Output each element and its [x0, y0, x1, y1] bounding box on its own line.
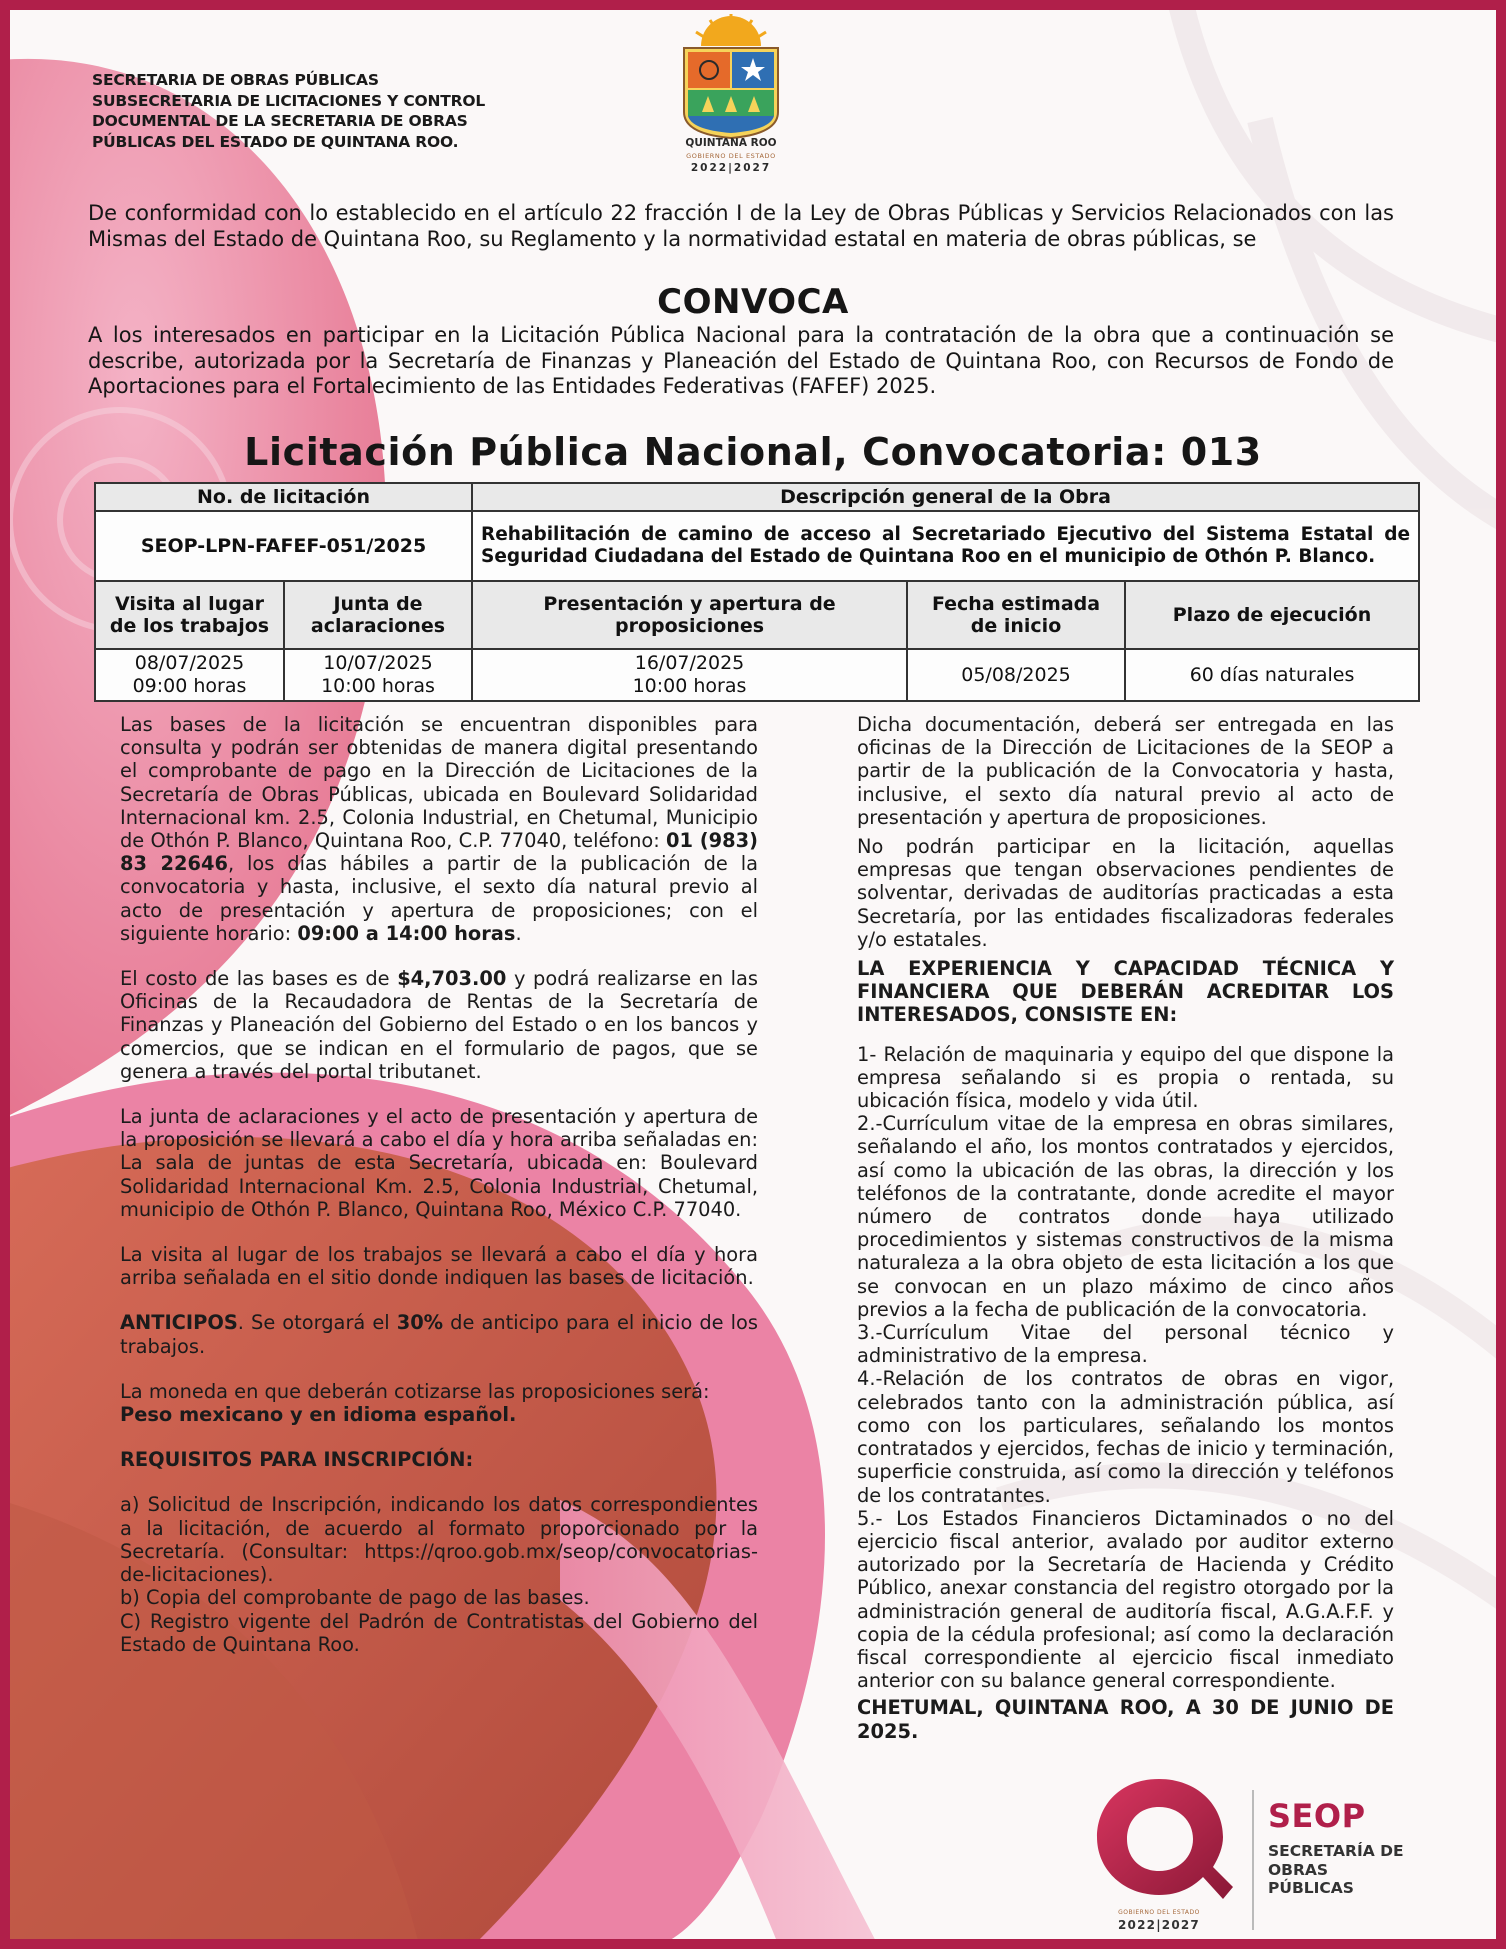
intro-paragraph: De conformidad con lo establecido en el artículo 22 fracción I de la Ley de Obras Públicas y Servicios Relacionados con las Mismas del Estado de Quintana Roo, su Reglamento y la normatividad estatal en materia de obras públicas, se: [88, 201, 1394, 251]
tender-number: SEOP-LPN-FAFEF-051/2025: [95, 511, 472, 581]
fecha-inicio: 05/08/2025: [907, 649, 1125, 701]
header-junta: Junta de aclaraciones: [284, 581, 472, 649]
gobierno-q-logo-icon: [1083, 1773, 1235, 1905]
logo-divider: [1252, 1790, 1254, 1930]
closing-date: CHETUMAL, QUINTANA ROO, A 30 DE JUNIO DE 2025.: [857, 1696, 1394, 1743]
table-row: [95, 649, 1419, 701]
list-item: 5.- Los Estados Financieros Dictaminados o no del ejercicio fiscal anterior, avalado por auditor externo autorizado por la Secretaría de Hacienda y Crédito Público, anexar constancia del registro otorgado por la administración general de auditoría fiscal, A.G.A.F.F. y copia de la cédula profesional; así como la declaración fiscal correspondiente al ejercicio fiscal inmediato anterior con su balance general correspondiente.: [857, 1506, 1394, 1693]
table-row: [95, 483, 1419, 511]
requisito-b: b) Copia del comprobante de pago de las bases.: [120, 1586, 590, 1610]
org-line: PÚBLICAS DEL ESTADO DE QUINTANA ROO.: [92, 132, 459, 151]
visita-fecha: 08/07/2025: [134, 652, 245, 674]
presentacion-hora: 10:00 horas: [632, 675, 747, 697]
phone-number: 01 (983) 83 22646: [120, 829, 759, 876]
crest-label: QUINTANA ROO: [685, 137, 777, 149]
table-row: [95, 511, 1419, 581]
plazo-ejecucion: 60 días naturales: [1125, 649, 1419, 701]
requisitos-title: REQUISITOS PARA INSCRIPCIÓN:: [120, 1448, 474, 1472]
seop-subtitle: SECRETARÍA DE OBRAS PÚBLICAS: [1268, 1842, 1404, 1897]
table-row: [95, 581, 1419, 649]
junta-fecha: 10/07/2025: [323, 652, 433, 674]
header-descripcion: Descripción general de la Obra: [472, 483, 1419, 511]
seop-logo-text: SEOP: [1268, 1797, 1366, 1835]
header-visita: Visita al lugar de los trabajos: [95, 581, 284, 649]
list-item: 3.-Currículum Vitae del personal técnico y administrativo de la empresa.: [857, 1321, 1394, 1368]
bases-paragraph: Las bases de la licitación se encuentran disponibles para consulta y podrán ser obtenidas de manera digital presentando el comprobante de pago en la Dirección de Licitaciones de la Secretaría de Obras Públicas, ubicada en Boulevard Solidaridad Internacional km. 2.5, Colonia Industrial, en Chetumal, Municipio de Othón P. Blanco, Quintana Roo, C.P. 77040, teléfono: 01 (983) 83 22646, los días hábiles a partir de la publicación de la convocatoria y hasta, inclusive, el sexto día natural previo al acto de presentación y apertura de proposiciones; con el siguiente horario: 09:00 a 14:00 horas.: [120, 713, 759, 945]
visita-cell: [95, 649, 284, 701]
documentacion-paragraph: Dicha documentación, deberá ser entregada en las oficinas de la Dirección de Licitaciones de la SEOP a partir de la publicación de la Convocatoria y hasta, inclusive, el sexto día natural previo al acto de presentación y apertura de proposiciones.: [857, 713, 1394, 829]
office-hours: 09:00 a 14:00 horas: [297, 921, 516, 945]
header-numero: No. de licitación: [95, 483, 472, 511]
visita-paragraph: La visita al lugar de los trabajos se llevará a cabo el día y hora arriba señalada en el sitio donde indiquen las bases de licitación.: [120, 1243, 758, 1290]
requisito-a: a) Solicitud de Inscripción, indicando los datos correspondientes a la licitación, de acuerdo al formato proporcionado por la Secretaría. (Consultar: https://qroo.gob.mx/seop/convocatorias-de-licitaciones).: [120, 1493, 758, 1587]
anticipos-paragraph: ANTICIPOS. Se otorgará el 30% de anticipo para el inicio de los trabajos.: [120, 1311, 758, 1358]
presentacion-fecha: 16/07/2025: [634, 652, 745, 674]
convocation-paragraph: A los interesados en participar en la Licitación Pública Nacional para la contratación de la obra que a continuación se describe, autorizada por la Secretaría de Finanzas y Planeación del Estado de Quintana Roo, con Recursos de Fondo de Aportaciones para el Fortalecimiento de las Entidades Federativas (FAFEF) 2025.: [88, 323, 1394, 398]
junta-cell: [284, 649, 472, 701]
moneda-paragraph: La moneda en que deberán cotizarse las proposiciones será: Peso mexicano y en idioma español.: [120, 1379, 710, 1427]
org-line: DOCUMENTAL DE LA SECRETARIA DE OBRAS: [92, 112, 468, 130]
list-item: 1- Relación de maquinaria y equipo del que dispone la empresa señalando si es propia o rentada, su ubicación física, modelo y vida útil.: [857, 1042, 1394, 1113]
right-column: [857, 713, 1394, 1743]
page-title: Licitación Pública Nacional, Convocatoria: 013: [244, 430, 1262, 474]
left-column: [120, 713, 758, 1656]
header-fecha-inicio: Fecha estimada de inicio: [907, 581, 1125, 649]
anticipos-label: ANTICIPOS: [120, 1311, 238, 1335]
junta-hora: 10:00 horas: [321, 675, 435, 697]
junta-paragraph: La junta de aclaraciones y el acto de presentación y apertura de la proposición se llevará a cabo el día y hora arriba señaladas en: La sala de juntas de esta Secretaría, ubicada en: Boulevard Solidaridad Internacional Km. 2.5, Colonia Industrial, Chetumal, municipio de Othón P. Blanco, Quintana Roo, México C.P. 77040.: [120, 1105, 758, 1221]
org-line: SUBSECRETARIA DE LICITACIONES Y CONTROL: [92, 91, 486, 110]
crest-years: 2022|2027: [690, 162, 772, 174]
list-item: 4.-Relación de los contratos de obras en vigor, celebrados tanto con la administración pública, así como con los particulares, señalando los montos contratados y ejercidos, fechas de inicio y terminación, superficie construida, así como la dirección y teléfonos de los contratantes.: [857, 1367, 1394, 1507]
restricciones-paragraph: No podrán participar en la licitación, aquellas empresas que tengan observaciones pendientes de solventar, derivadas de auditorías practicadas a esta Secretaría, por las entidades fiscalizadoras federales y/o estatales.: [857, 835, 1394, 951]
requisito-c: C) Registro vigente del Padrón de Contratistas del Gobierno del Estado de Quintana Roo.: [120, 1609, 758, 1656]
moneda-value: Peso mexicano y en idioma español.: [120, 1403, 517, 1427]
bases-cost: $4,703.00: [397, 967, 507, 991]
visita-hora: 09:00 horas: [132, 675, 247, 697]
q-logo-subtitle: GOBIERNO DEL ESTADO: [1118, 1909, 1200, 1916]
tender-table: [94, 482, 1420, 702]
presentacion-cell: [472, 649, 907, 701]
experiencia-title: LA EXPERIENCIA Y CAPACIDAD TÉCNICA Y FINANCIERA QUE DEBERÁN ACREDITAR LOS INTERESADOS, CONSISTE EN:: [857, 957, 1394, 1027]
org-line: SECRETARIA DE OBRAS PÚBLICAS: [92, 71, 379, 89]
header-plazo: Plazo de ejecución: [1125, 581, 1419, 649]
header-presentacion: Presentación y apertura de proposiciones: [472, 581, 907, 649]
convoca-heading: CONVOCA: [657, 282, 849, 322]
q-logo-years: 2022|2027: [1118, 1918, 1200, 1932]
cost-paragraph: El costo de las bases es de $4,703.00 y podrá realizarse en las Oficinas de la Recaudadora de Rentas de la Secretaría de Finanzas y Planeación del Gobierno del Estado o en los bancos y comercios, que se indican en el formulario de pagos, que se genera a través del portal tributanet.: [120, 967, 759, 1083]
list-item: 2.-Currículum vitae de la empresa en obras similares, señalando el año, los montos contratados y ejercidos, así como la ubicación de las obras, la dirección y los teléfonos de la contratante, donde acredite el mayor número de contratos donde haya utilizado procedimientos y sistemas constructivos de la misma naturaleza a la obra objeto de esta licitación a los que se convocan en un plazo máximo de cinco años previos a la fecha de publicación de la convocatoria.: [857, 1112, 1394, 1321]
crest-subtitle: GOBIERNO DEL ESTADO: [686, 152, 776, 160]
anticipo-percent: 30%: [396, 1311, 444, 1335]
organization-header: [92, 70, 572, 152]
work-description: Rehabilitación de camino de acceso al Secretariado Ejecutivo del Sistema Estatal de Seguridad Ciudadana del Estado de Quintana Roo en el municipio de Othón P. Blanco.: [472, 511, 1419, 581]
